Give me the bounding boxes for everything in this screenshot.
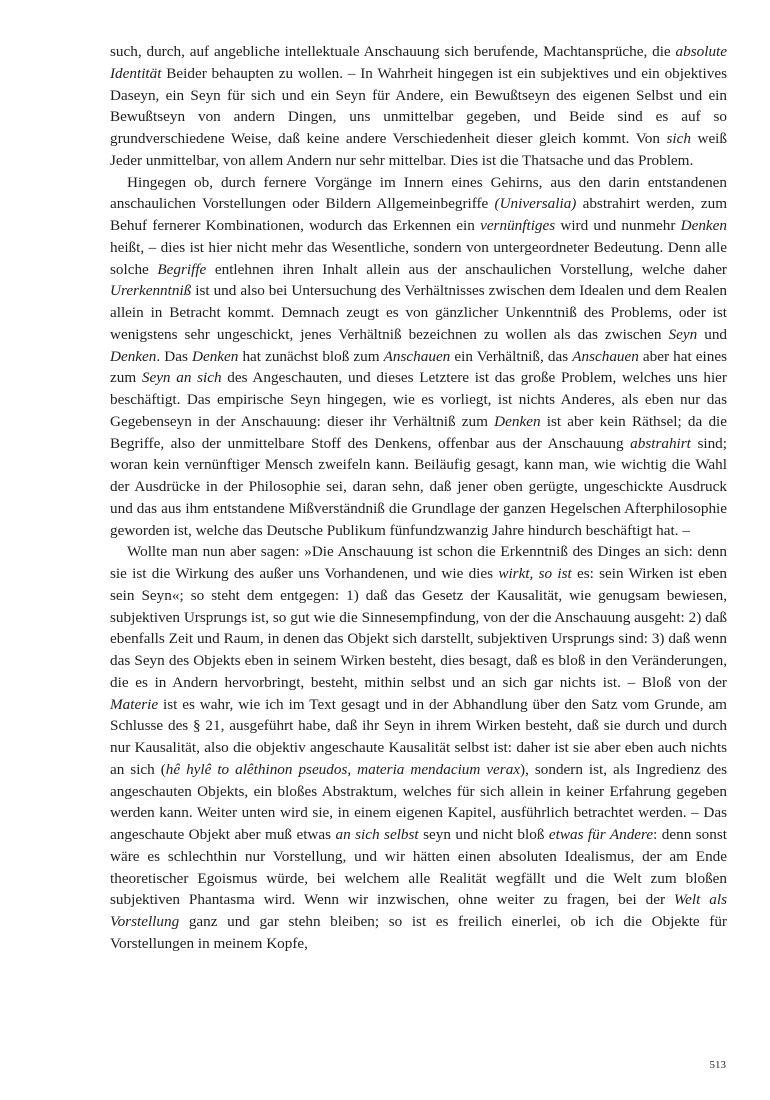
- text-run: Hingegen ob, durch fernere Vorgänge im Innern eines Gehirns, aus den darin entstandenen anschaulichen Vorstellungen oder Bildern Allgemeinbegriffe: [110, 173, 727, 213]
- text-run: ein Verhältniß, das: [450, 347, 573, 365]
- emphasis-text: Begriffe: [157, 260, 207, 278]
- emphasis-text: abstrahirt: [630, 434, 691, 452]
- text-run: . Das: [156, 347, 192, 365]
- paragraph-3: [110, 541, 727, 954]
- emphasis-text: etwas für Andere: [548, 826, 654, 843]
- emphasis-text: Denken: [110, 347, 157, 365]
- emphasis-text: Denken: [494, 412, 541, 430]
- text-run: ist und also bei Untersuchung des Verhältnisses zwischen dem Idealen und dem Realen allein in Betracht kommt. Demnach zeugt es von gänzlicher Unkenntniß des Problems, oder ist wenigstens sehr ungeschickt, jenes Verhältniß bezeichnen zu wollen als das zwischen: [110, 282, 727, 343]
- text-run: such, durch, auf angebliche intellektuale Anschauung sich berufende, Machtansprüche, die: [110, 43, 676, 60]
- emphasis-text: wirkt, so ist: [498, 565, 572, 582]
- emphasis-text: Seyn an sich: [141, 369, 222, 387]
- text-run: sind; woran kein vernünftiger Mensch zweifeln kann. Beiläufig gesagt, kann man, wie wichtig die Wahl der Ausdrücke in der Philosophie sei, daran sehn, daß jener oben gerügte, ungeschickte Ausdruck und das aus ihm entstandene Mißverständniß die Grundlage der ganzen Hegelschen Afterphilosophie geworden ist, welche das Deutsche Publikum fünfundzwanzig Jahre hindurch beschäftigt hat. –: [110, 434, 727, 539]
- emphasis-text: hê hylê to alêthinon pseudos, materia mendacium verax: [165, 760, 521, 778]
- text-run: ist es wahr, wie ich im Text gesagt und in der Abhandlung über den Satz vom Grunde, am Schlusse des § 21, ausgeführt habe, daß ihr Seyn in ihrem Wirken besteht, daß sie durch und durch nur Kausalität, also die objektiv angeschaute Kausalität selbst ist: daher ist sie aber eben auch nichts an sich (: [110, 695, 727, 778]
- text-run: weiß Jeder unmittelbar, von allem Andern nur sehr mittelbar. Dies ist die Thatsache und das Problem.: [110, 130, 727, 169]
- page-number: 513: [709, 1059, 726, 1071]
- paragraph-1: [110, 41, 727, 172]
- emphasis-text: Welt als Vorstellung: [110, 891, 727, 930]
- emphasis-text: Anschauen: [572, 347, 639, 365]
- document-page: [110, 41, 727, 955]
- text-run: aber hat eines zum: [110, 347, 727, 387]
- text-run: seyn und nicht bloß: [418, 826, 549, 843]
- text-run: ganz und gar stehn bleiben; so ist es freilich einerlei, ob ich die Objekte für Vorstellungen in meinem Kopfe,: [110, 913, 727, 952]
- emphasis-text: absolute Identität: [110, 43, 727, 82]
- text-run: abstrahirt werden, zum Behuf fernerer Kombinationen, wodurch das Erkennen ein: [110, 195, 728, 234]
- text-run: Beider behaupten zu wollen. – In Wahrheit hingegen ist ein subjektives und ein objektives Daseyn, ein Seyn für sich und ein Seyn für Andere, ein Bewußtseyn des eigenen Selbst und ein Bewußtseyn von andern Dingen, uns unmittelbar gegeben, und Beide sind es auf so grundverschiedene Weise, daß keine andere Verschiedenheit dieser gleich kommt. Von: [110, 64, 727, 147]
- text-run: ist aber kein Räthsel; da die Begriffe, also der unmittelbare Stoff des Denkens, offenbar aus der Anschauung: [110, 412, 728, 452]
- emphasis-text: Urerkenntniß: [110, 282, 192, 300]
- emphasis-text: vernünftiges: [480, 217, 556, 234]
- emphasis-text: Seyn: [668, 325, 698, 343]
- emphasis-text: sich: [666, 130, 691, 147]
- text-run: ), sondern ist, als Ingredienz des angeschauten Objekts, ein bloßes Abstraktum, welches für sich allein in keiner Erfahrung gegeben werden kann. Weiter unten wird sie, in einem eigenen Kapitel, ausführlich betrachtet werden. – Das angeschaute Objekt aber muß etwas: [110, 760, 727, 843]
- text-run: und: [697, 325, 728, 343]
- emphasis-text: (Universalia): [494, 195, 577, 213]
- text-run: Wollte man nun aber sagen: »Die Anschauung ist schon die Erkenntniß des Dinges an sich: denn sie ist die Wirkung des außer uns Vorhandenen, und wie dies: [110, 543, 727, 582]
- text-run: des Angeschauten, und dieses Letztere ist das große Problem, welches uns hier beschäftigt. Das empirische Seyn hingegen, wie es vorliegt, ist nichts Anderes, als eben nur das Gegebenseyn in der Anschauung: dieser ihr Verhältniß zum: [110, 369, 727, 430]
- text-run: hat zunächst bloß zum: [238, 347, 384, 365]
- emphasis-text: Denken: [680, 217, 728, 234]
- emphasis-text: Denken: [191, 347, 239, 365]
- emphasis-text: Materie: [110, 695, 159, 713]
- paragraph-2: [110, 172, 727, 542]
- emphasis-text: Anschauen: [383, 347, 451, 365]
- text-run: heißt, – dies ist hier nicht mehr das Wesentliche, sondern von untergeordneter Bedeutung. Denn alle solche: [110, 238, 727, 278]
- emphasis-text: an sich selbst: [335, 826, 419, 843]
- text-run: : denn sonst wäre es schlechthin nur Vorstellung, und wir hätten einen absoluten Idealismus, der am Ende theoretischer Egoismus würde, bei welchem alle Realität wegfällt und die Welt zum bloßen subjektiven Phantasma wird. Wenn wir inzwischen, ohne weiter zu fragen, bei der: [110, 826, 727, 909]
- text-run: wird und nunmehr: [555, 217, 681, 234]
- text-run: es: sein Wirken ist eben sein Seyn«; so steht dem entgegen: 1) daß das Gesetz der Kausalität, wie genugsam bewiesen, subjektiven Ursprungs ist, so gut wie die Sinnesempfindung, von der die Anschauung ausgeht: 2) daß ebenfalls Zeit und Raum, in denen das Objekt sich darstellt, subjektiven Ursprungs sind: 3) daß wenn das Seyn des Objekts eben in seinem Wirken besteht, dies besagt, daß es bloß in den Veränderungen, die es in Andern hervorbringt, besteht, mithin selbst und an sich gar nichts ist. – Bloß von der: [110, 565, 728, 691]
- text-run: entlehnen ihren Inhalt allein aus der anschaulichen Vorstellung, welche daher: [206, 260, 727, 278]
